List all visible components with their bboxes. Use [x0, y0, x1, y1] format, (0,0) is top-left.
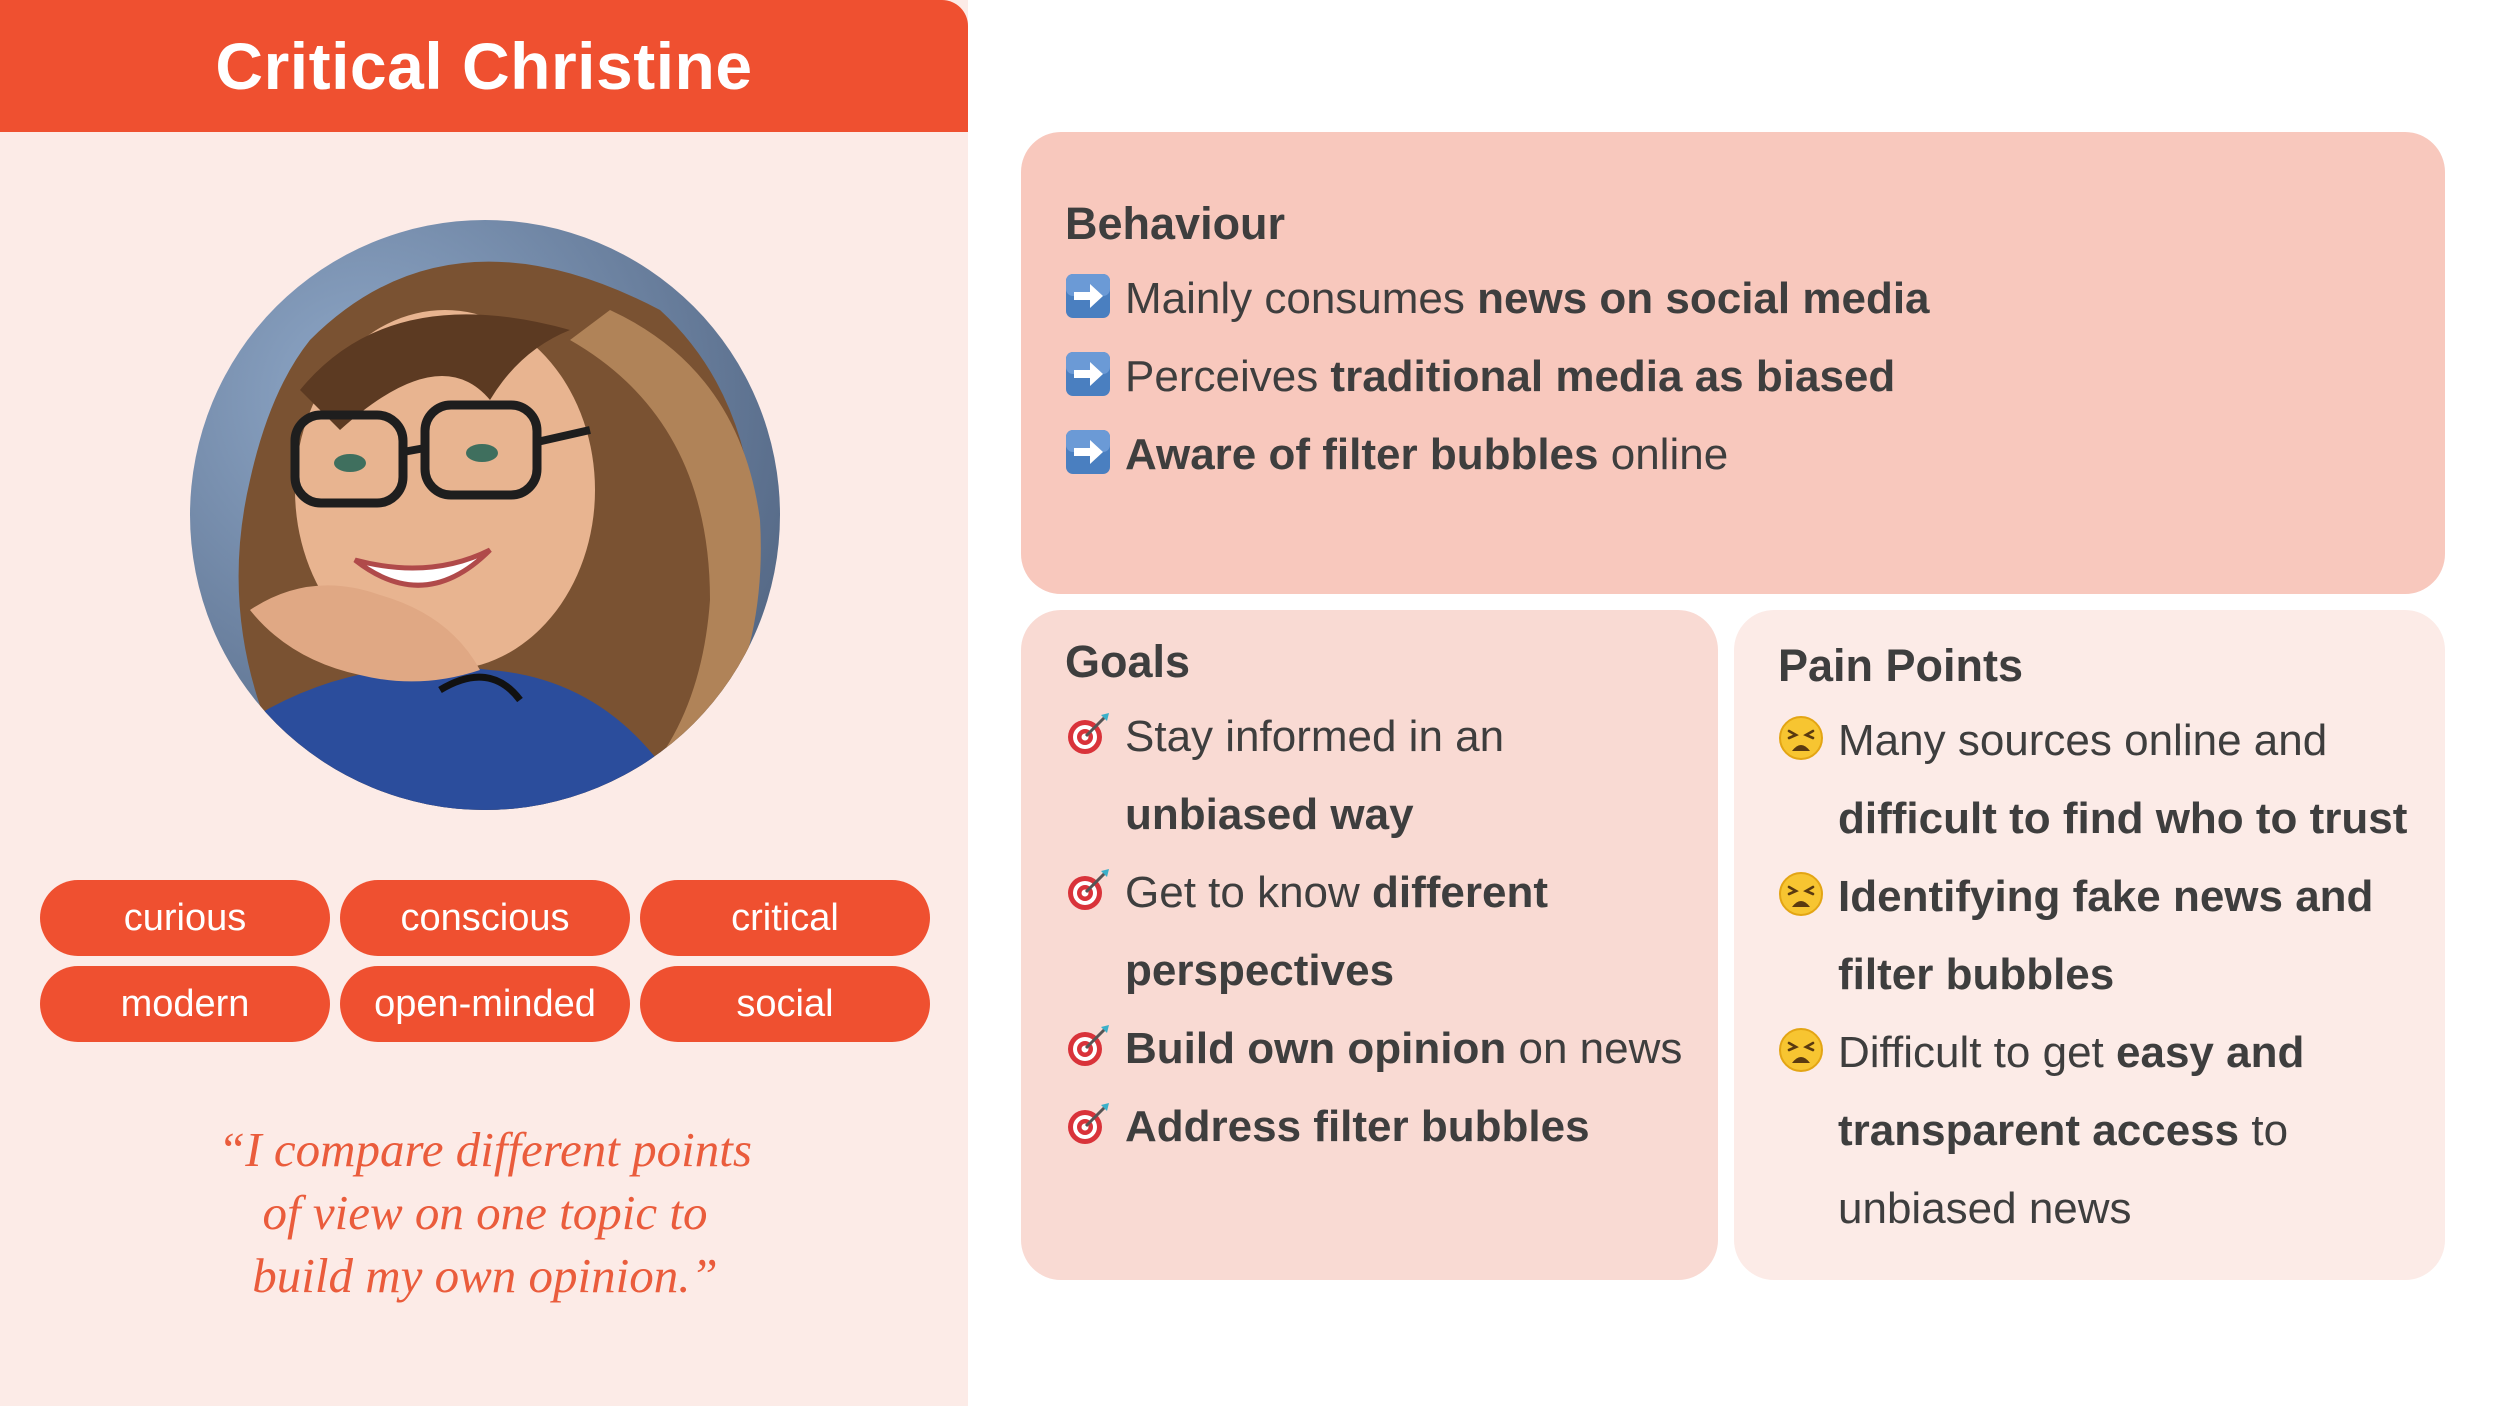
tired-face-icon [1778, 1027, 1824, 1073]
behaviour-item: Mainly consumes news on social media [1065, 260, 1930, 338]
dart-target-icon [1065, 867, 1111, 913]
trait-tag: critical [640, 880, 930, 956]
trait-tags [40, 880, 930, 1042]
behaviour-item: Perceives traditional media as biased [1065, 338, 1895, 416]
right-arrow-icon [1065, 273, 1111, 319]
pain-point-item: Difficult to get easy and [1778, 1014, 2304, 1092]
goal-item: Stay informed in an [1065, 698, 1504, 776]
pain-point-item-continued: unbiased news [1838, 1184, 2132, 1233]
dart-target-icon [1065, 711, 1111, 757]
trait-tag: curious [40, 880, 330, 956]
pain-point-item-continued: filter bubbles [1838, 950, 2115, 999]
tired-face-icon [1778, 871, 1824, 917]
right-arrow-icon [1065, 351, 1111, 397]
goal-item: Get to know different [1065, 854, 1548, 932]
trait-tag: modern [40, 966, 330, 1042]
persona-quote [140, 1118, 830, 1307]
goals-card [1021, 610, 1718, 1280]
pain-point-item-continued: difficult to find who to trust [1838, 794, 2408, 843]
goals-title: Goals [1065, 636, 1191, 687]
goal-item-continued: unbiased way [1125, 790, 1414, 839]
persona-name: Critical Christine [215, 29, 753, 103]
goal-item: Address filter bubbles [1065, 1088, 1590, 1166]
trait-tag: social [640, 966, 930, 1042]
persona-name-header [0, 0, 968, 132]
dart-target-icon [1065, 1023, 1111, 1069]
dart-target-icon [1065, 1101, 1111, 1147]
right-arrow-icon [1065, 429, 1111, 475]
behaviour-card [1021, 132, 2445, 594]
persona-panel [0, 0, 968, 1406]
goal-item-continued: perspectives [1125, 946, 1395, 995]
trait-tag: open-minded [340, 966, 630, 1042]
tired-face-icon [1778, 715, 1824, 761]
persona-avatar [190, 220, 780, 810]
behaviour-title: Behaviour [1065, 198, 1286, 249]
pain-point-item: Many sources online and [1778, 702, 2327, 780]
pain-points-card [1734, 610, 2445, 1280]
quote-line: build my own opinion.” [252, 1248, 718, 1303]
avatar-illustration [190, 220, 780, 810]
behaviour-item: Aware of filter bubbles online [1065, 416, 1728, 494]
pain-point-item: Identifying fake news and [1778, 858, 2373, 936]
pain-point-item-continued: transparent access to [1838, 1106, 2289, 1155]
quote-line: “I compare different points [218, 1122, 752, 1177]
goal-item: Build own opinion on news [1065, 1010, 1682, 1088]
quote-line: of view on one topic to [262, 1185, 708, 1240]
trait-tag: conscious [340, 880, 630, 956]
pain-points-title: Pain Points [1778, 640, 2024, 691]
